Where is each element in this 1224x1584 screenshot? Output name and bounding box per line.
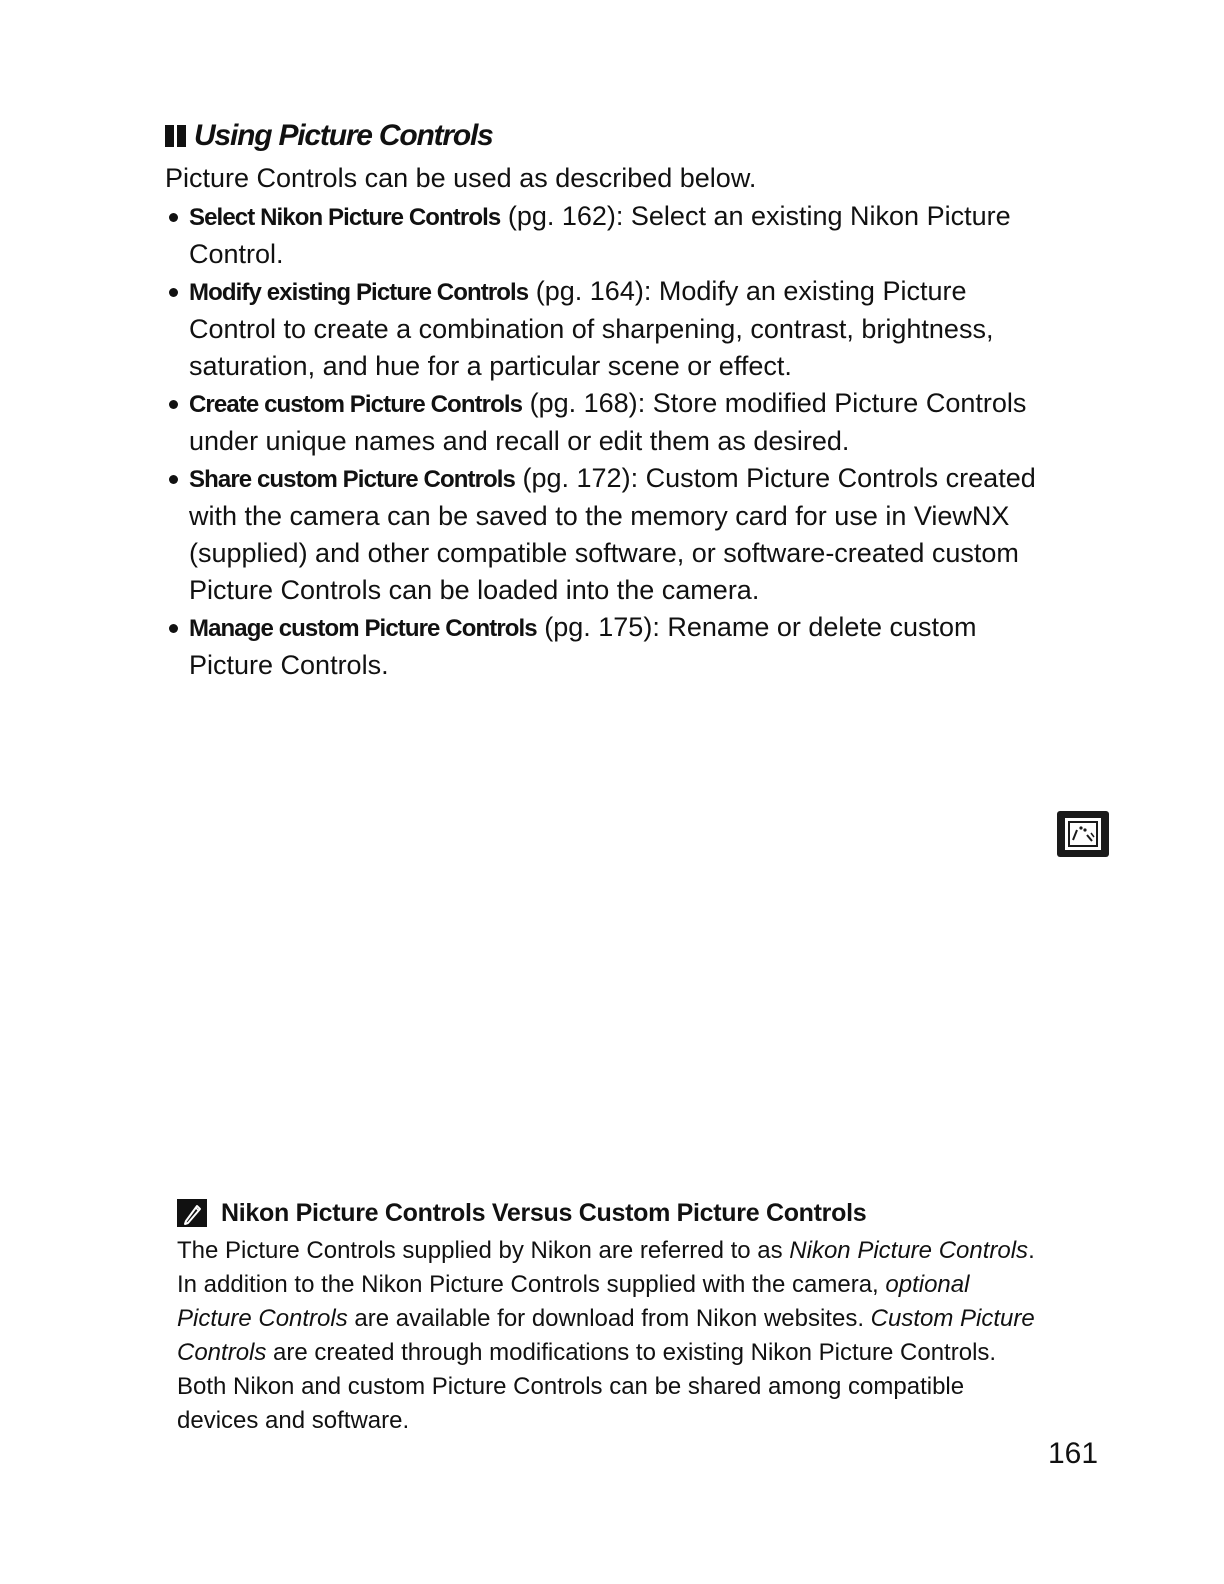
bullet-modify-existing [165, 273, 1045, 385]
bullet-description: : Select an existing Nikon Picture Control. [189, 201, 1011, 269]
note-text: The Picture Controls supplied by Nikon are referred to as [177, 1237, 790, 1264]
picture-control-icon [1064, 817, 1102, 851]
note-body [177, 1234, 1047, 1438]
bullet-list [165, 198, 1045, 684]
bullet-select-nikon [165, 198, 1045, 273]
bullet-description: : Custom Picture Controls created with the camera can be saved to the memory card for use in ViewNX (supplied) and other compatible software, or software-created custom Picture Controls can be loaded into the camera. [189, 463, 1036, 605]
bullet-description: : Rename or delete custom Picture Controls. [189, 612, 977, 680]
section-title: Using Picture Controls [194, 119, 493, 152]
section-marker-icon [165, 125, 186, 147]
bullet-term: Share custom Picture Controls [189, 466, 515, 493]
picture-control-tab-icon [1057, 811, 1109, 857]
bullet-term: Modify existing Picture Controls [189, 279, 529, 306]
page-reference: (pg. 175) [544, 612, 653, 642]
note-text: . In addition to the Nikon Picture Controls supplied with the camera, [177, 1237, 1035, 1298]
note-box [177, 1196, 1047, 1438]
page-reference: (pg. 172) [522, 463, 631, 493]
bullet-create-custom [165, 385, 1045, 460]
note-text: are created through modifications to existing Nikon Picture Controls. Both Nikon and custom Picture Controls can be shared among compatible devices and software. [177, 1339, 997, 1434]
note-text: are available for download from Nikon websites. [347, 1305, 871, 1332]
page-number: 161 [1048, 1437, 1099, 1470]
bullet-description: : Modify an existing Picture Control to create a combination of sharpening, contrast, brightness, saturation, and hue for a particular scene or effect. [189, 276, 994, 381]
bullet-description: : Store modified Picture Controls under unique names and recall or edit them as desired. [189, 388, 1027, 456]
section-heading [165, 116, 1045, 156]
bullet-term: Select Nikon Picture Controls [189, 204, 501, 231]
note-emphasis: Nikon Picture Controls [789, 1237, 1029, 1264]
note-heading [177, 1196, 1047, 1230]
note-emphasis: optional Picture Controls [177, 1271, 970, 1332]
bullet-term: Create custom Picture Controls [189, 391, 523, 418]
bullet-term: Manage custom Picture Controls [189, 615, 537, 642]
page-reference: (pg. 162) [507, 201, 616, 231]
page-reference: (pg. 168) [529, 388, 638, 418]
note-emphasis: Custom Picture Controls [177, 1305, 1035, 1366]
bullet-manage-custom [165, 609, 1045, 684]
note-title: Nikon Picture Controls Versus Custom Picture Controls [221, 1199, 867, 1227]
pencil-note-icon [177, 1199, 207, 1227]
picture-controls-section [165, 116, 1045, 684]
page-reference: (pg. 164) [535, 276, 644, 306]
bullet-share-custom [165, 460, 1045, 609]
section-intro: Picture Controls can be used as described below. [165, 163, 757, 193]
